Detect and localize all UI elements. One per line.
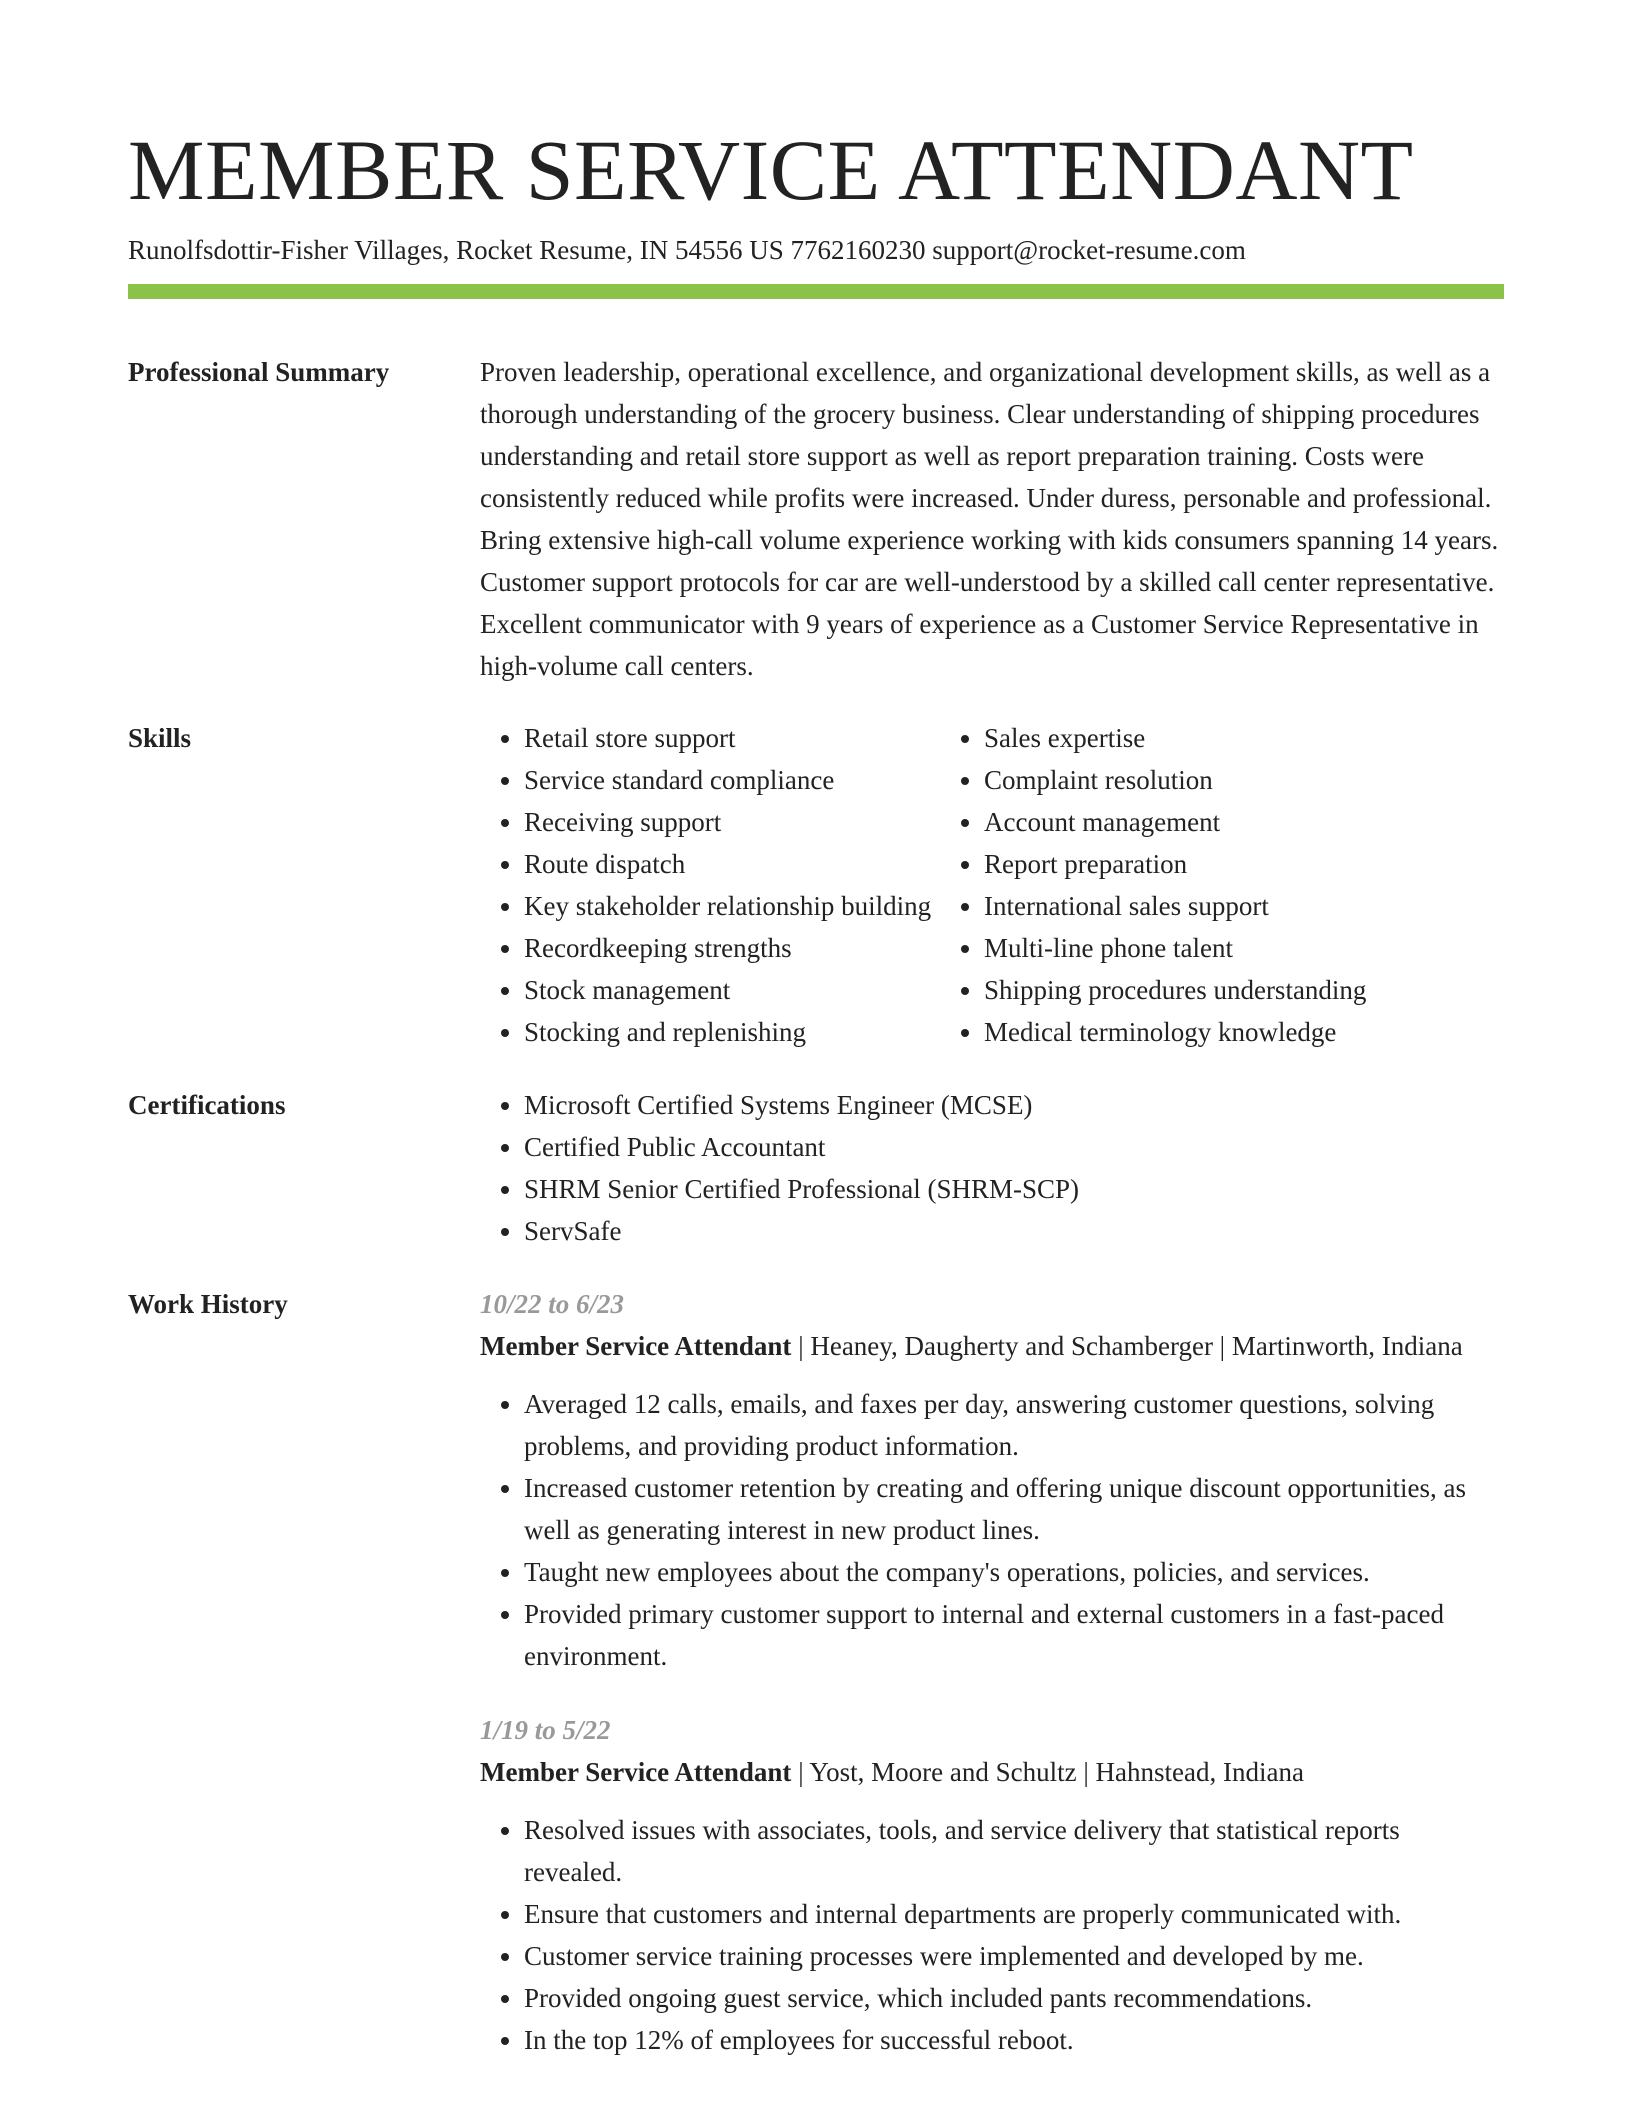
skill-item: • Stock management xyxy=(524,969,940,1011)
job-entry xyxy=(480,1709,1504,2061)
certifications-section xyxy=(128,1084,1504,1252)
skill-item: • Stocking and replenishing xyxy=(524,1011,940,1053)
contact-address: Runolfsdottir-Fisher Villages, Rocket Resume, IN 54556 US xyxy=(128,235,784,265)
skill-item: • Receiving support xyxy=(524,801,940,843)
skill-item: • Key stakeholder relationship building xyxy=(524,885,940,927)
job-title: Member Service Attendant xyxy=(480,1757,792,1787)
skills-section xyxy=(128,717,1504,1053)
job-bullet: • In the top 12% of employees for successful reboot. xyxy=(524,2019,1504,2061)
summary-section xyxy=(128,351,1504,687)
certification-item: • Microsoft Certified Systems Engineer (MCSE) xyxy=(524,1084,1504,1126)
certification-item: • Certified Public Accountant xyxy=(524,1126,1504,1168)
certifications-list xyxy=(480,1084,1504,1252)
skill-item: • Complaint resolution xyxy=(984,759,1366,801)
contact-phone: 7762160230 xyxy=(790,235,926,265)
job-role-line xyxy=(480,1325,1504,1367)
candidate-name: MEMBER SERVICE ATTENDANT xyxy=(128,122,1414,218)
resume-page xyxy=(128,118,1504,2061)
skill-item: • Sales expertise xyxy=(984,717,1366,759)
job-bullet: • Resolved issues with associates, tools, and service delivery that statistical reports revealed. xyxy=(524,1809,1504,1893)
work-history-section xyxy=(128,1283,1504,2061)
job-bullet: • Provided ongoing guest service, which included pants recommendations. xyxy=(524,1977,1504,2019)
skill-item: • Retail store support xyxy=(524,717,940,759)
section-label-work-history: Work History xyxy=(128,1289,288,1319)
skill-item: • Route dispatch xyxy=(524,843,940,885)
job-bullet: • Increased customer retention by creating and offering unique discount opportunities, as well as generating interest in new product lines. xyxy=(524,1467,1504,1551)
accent-divider xyxy=(128,284,1504,299)
skill-item: • Medical terminology knowledge xyxy=(984,1011,1366,1053)
job-title: Member Service Attendant xyxy=(480,1331,792,1361)
job-bullet: • Ensure that customers and internal departments are properly communicated with. xyxy=(524,1893,1504,1935)
job-details: | Yost, Moore and Schultz | Hahnstead, Indiana xyxy=(791,1757,1304,1787)
job-bullet: • Averaged 12 calls, emails, and faxes per day, answering customer questions, solving problems, and providing product information. xyxy=(524,1383,1504,1467)
certification-item: • SHRM Senior Certified Professional (SHRM-SCP) xyxy=(524,1168,1504,1210)
job-bullets xyxy=(480,1383,1504,1677)
skill-item: • Multi-line phone talent xyxy=(984,927,1366,969)
skill-item: • Report preparation xyxy=(984,843,1366,885)
contact-line xyxy=(128,232,1504,268)
job-dates: 1/19 to 5/22 xyxy=(480,1715,611,1745)
job-details: | Heaney, Daugherty and Schamberger | Martinworth, Indiana xyxy=(791,1331,1463,1361)
contact-email: support@rocket-resume.com xyxy=(932,235,1246,265)
section-label-summary: Professional Summary xyxy=(128,357,390,387)
job-bullet: • Customer service training processes were implemented and developed by me. xyxy=(524,1935,1504,1977)
job-role-line xyxy=(480,1751,1504,1793)
skill-item: • Shipping procedures understanding xyxy=(984,969,1366,1011)
certification-item: • ServSafe xyxy=(524,1210,1504,1252)
skills-list-right xyxy=(940,717,1366,1053)
skill-item: • International sales support xyxy=(984,885,1366,927)
skill-item: • Service standard compliance xyxy=(524,759,940,801)
section-label-certifications: Certifications xyxy=(128,1090,286,1120)
job-dates: 10/22 to 6/23 xyxy=(480,1289,625,1319)
job-bullet: • Taught new employees about the company's operations, policies, and services. xyxy=(524,1551,1504,1593)
skill-item: • Account management xyxy=(984,801,1366,843)
summary-text: Proven leadership, operational excellence, and organizational development skills, as well as a thorough understanding of the grocery business. Clear understanding of shipping procedures understanding and retail store support as well as report preparation training. Costs were consistently reduced while profits were increased. Under duress, personable and professional. Bring extensive high-call volume experience working with kids consumers spanning 14 years. Customer support protocols for car are well-understood by a skilled call center representative. Excellent communicator with 9 years of experience as a Customer Service Representative in high-volume call centers. xyxy=(480,357,1499,681)
section-label-skills: Skills xyxy=(128,723,192,753)
job-entry xyxy=(480,1283,1504,1677)
skill-item: • Recordkeeping strengths xyxy=(524,927,940,969)
job-bullet: • Provided primary customer support to internal and external customers in a fast-paced environment. xyxy=(524,1593,1504,1677)
job-bullets xyxy=(480,1809,1504,2061)
skills-list-left xyxy=(480,717,940,1053)
